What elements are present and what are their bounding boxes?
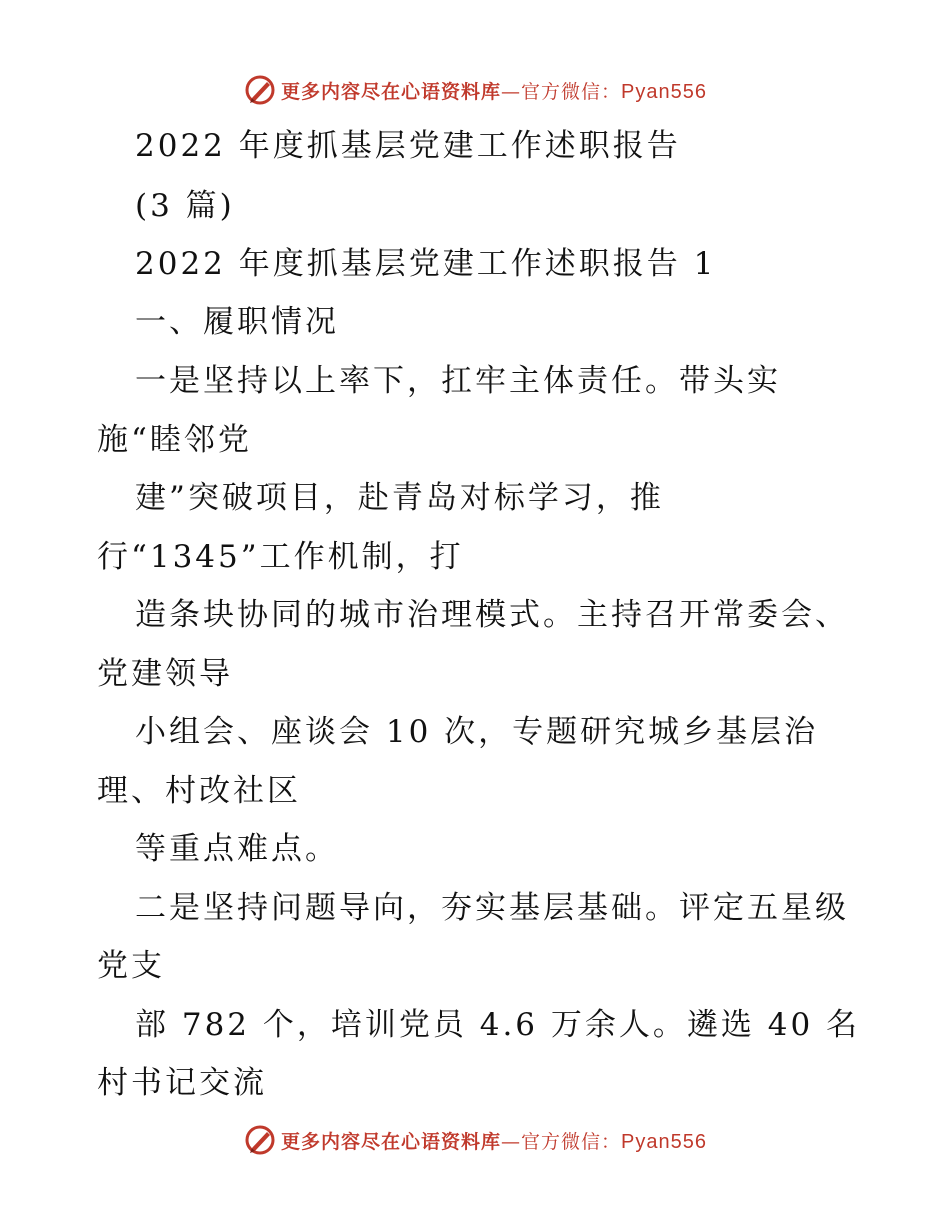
paragraph-line: 一是坚持以上率下，扛牢主体责任。带头实 <box>135 363 781 399</box>
paragraph-line: 建”突破项目，赴青岛对标学习，推 <box>135 480 664 516</box>
paragraph-line: 造条块协同的城市治理模式。主持召开常委会、 <box>135 597 849 633</box>
pen-logo-icon <box>243 1123 277 1157</box>
banner-dash: — <box>501 1130 522 1153</box>
banner-wechat-id: Pyan556 <box>621 80 707 103</box>
banner-wechat-id: Pyan556 <box>621 1130 707 1153</box>
paragraph-line: 村书记交流 <box>97 1065 267 1101</box>
subsection-heading: 一、履职情况 <box>135 304 339 340</box>
paragraph-line: 党建领导 <box>97 656 233 692</box>
paragraph-line: 党支 <box>97 948 165 984</box>
paragraph-line: 行“1345”工作机制，打 <box>97 539 464 575</box>
paragraph-line: 部 782 个，培训党员 4.6 万余人。遴选 40 名 <box>135 1007 861 1043</box>
document-subtitle: (3 篇) <box>135 188 235 224</box>
pen-logo-icon <box>243 73 277 107</box>
footer-watermark-banner <box>0 1120 950 1160</box>
header-watermark-banner <box>0 70 950 110</box>
banner-brand-text: 更多内容尽在心语资料库 <box>281 80 502 103</box>
document-title: 2022 年度抓基层党建工作述职报告 <box>135 128 681 164</box>
banner-wechat-label: 官方微信： <box>521 1130 622 1153</box>
paragraph-line: 施“睦邻党 <box>97 422 252 458</box>
section-heading: 2022 年度抓基层党建工作述职报告 1 <box>135 246 717 282</box>
paragraph-line: 小组会、座谈会 10 次，专题研究城乡基层治 <box>135 714 819 750</box>
paragraph-line: 二是坚持问题导向，夯实基层基础。评定五星级 <box>135 890 849 926</box>
banner-wechat-label: 官方微信： <box>521 80 622 103</box>
paragraph-line: 等重点难点。 <box>135 831 339 867</box>
banner-dash: — <box>501 80 522 103</box>
banner-brand-text: 更多内容尽在心语资料库 <box>281 1130 502 1153</box>
paragraph-line: 理、村改社区 <box>97 773 301 809</box>
